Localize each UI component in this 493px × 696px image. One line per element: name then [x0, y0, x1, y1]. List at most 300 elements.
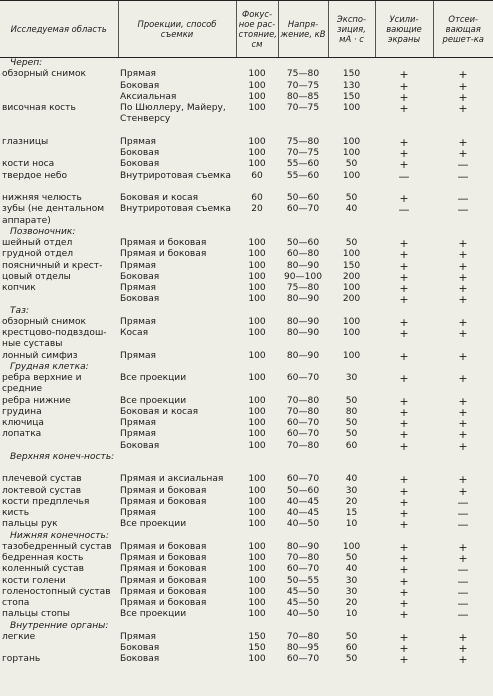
cell-projection: Прямая — [120, 136, 156, 147]
cell-region: легкие — [2, 631, 36, 642]
cell-projection: Прямая — [120, 260, 156, 271]
cell-region: глазницы — [2, 136, 49, 147]
cell-projection: Все проекции — [120, 395, 187, 406]
cell-exposure: 20 — [345, 598, 358, 608]
cell-grid — [433, 339, 493, 350]
cell-focal-distance: 100 — [248, 553, 266, 563]
cell-grid: + — [458, 653, 468, 667]
cell-voltage: 80—85 — [286, 91, 320, 102]
cell-voltage: 50—60 — [286, 485, 320, 496]
cell-voltage: 80—90 — [286, 350, 320, 361]
cell-grid: + — [458, 248, 468, 262]
cell-voltage: 40—45 — [286, 508, 320, 518]
table-row — [0, 373, 493, 396]
table-row — [0, 261, 493, 272]
table-row — [0, 92, 493, 103]
cell-projection: Все проекции — [120, 519, 187, 530]
table-row — [0, 137, 493, 148]
cell-region: стопа — [2, 598, 30, 608]
cell-exposure: 150 — [342, 260, 361, 271]
cell-focal-distance: 150 — [248, 631, 266, 642]
cell-screens: + — [399, 473, 409, 487]
cell-voltage — [278, 339, 328, 350]
cell-screens: + — [399, 417, 409, 430]
cell-exposure: 50 — [345, 429, 358, 440]
cell-region: голеностопный сустав — [2, 586, 111, 597]
table-row — [0, 193, 493, 204]
cell-screens: + — [399, 315, 409, 329]
header-grid: Отсеи-вающая решет-ка — [433, 1, 493, 58]
cell-projection: Прямая и боковая — [120, 564, 207, 575]
cell-screens: + — [399, 653, 409, 667]
cell-region — [0, 81, 118, 92]
cell-grid: + — [458, 147, 468, 160]
cell-grid: — — [457, 158, 469, 172]
cell-projection: Внутриротовая съемка — [120, 170, 231, 181]
section-title: Позвоночник: — [10, 226, 76, 237]
cell-voltage: 60—80 — [286, 249, 320, 260]
header-focal-distance: Фокус-ное рас-стояние, см — [236, 1, 278, 58]
cell-projection: Прямая и боковая — [120, 575, 207, 586]
cell-projection: Прямая и боковая — [120, 485, 207, 496]
cell-voltage: 45—50 — [286, 598, 320, 608]
cell-focal-distance: 100 — [248, 283, 266, 293]
section-row — [0, 227, 493, 238]
cell-region: обзорный снимок — [2, 316, 87, 327]
cell-projection: Прямая и боковая — [120, 553, 207, 563]
cell-screens: + — [399, 79, 409, 93]
cell-region: обзорный снимок — [2, 69, 87, 80]
table-row — [0, 238, 493, 249]
cell-voltage: 50—60 — [286, 193, 320, 203]
cell-screens: + — [399, 102, 409, 115]
cell-screens: + — [399, 484, 409, 498]
cell-screens: + — [399, 135, 409, 149]
table-row — [0, 598, 493, 609]
cell-region: крестцово-подвздош- — [2, 328, 107, 338]
section-title: Нижняя конечность: — [10, 530, 109, 541]
cell-region: твердое небо — [2, 170, 68, 181]
cell-region: плечевой сустав — [2, 474, 82, 485]
section-row — [0, 306, 493, 317]
cell-projection: Боковая — [120, 643, 160, 653]
cell-region: пальцы рук — [2, 519, 58, 530]
cell-region: бедренная кость — [2, 553, 84, 563]
cell-region: кисть — [2, 508, 30, 518]
cell-screens — [375, 339, 433, 350]
cell-region — [0, 441, 118, 452]
cell-screens: + — [399, 608, 409, 622]
cell-voltage: 40—45 — [286, 496, 320, 507]
cell-voltage: 50—60 — [286, 238, 320, 248]
cell-focal-distance: 100 — [248, 519, 266, 530]
cell-screens: + — [399, 630, 409, 644]
cell-focal-distance: 100 — [248, 328, 266, 338]
table-row — [0, 508, 493, 519]
cell-voltage: 80—95 — [286, 643, 320, 653]
cell-grid: + — [458, 270, 468, 284]
cell-region: зубы (не дентальном аппарате) — [2, 204, 105, 226]
cell-focal-distance: 60 — [251, 193, 263, 203]
cell-voltage: 80—90 — [286, 316, 320, 327]
cell-voltage: 70—80 — [286, 553, 320, 563]
cell-exposure: 50 — [345, 418, 358, 428]
cell-voltage: 60—70 — [286, 654, 320, 665]
cell-voltage: 55—60 — [286, 159, 320, 170]
cell-projection: Аксиальная — [120, 91, 177, 102]
cell-grid: — — [457, 597, 469, 610]
header-intensifying-screens: Усили-вающие экраны — [375, 1, 433, 58]
cell-projection: Прямая — [120, 418, 156, 428]
cell-exposure: 10 — [345, 519, 358, 530]
cell-exposure: 40 — [345, 204, 358, 215]
cell-screens: + — [399, 405, 409, 419]
cell-screens: + — [399, 518, 409, 532]
cell-grid: — — [457, 507, 469, 520]
cell-focal-distance: 100 — [248, 496, 266, 507]
cell-projection: Все проекции — [120, 373, 187, 383]
cell-region: шейный отдел — [2, 238, 73, 248]
cell-exposure: 30 — [345, 373, 358, 383]
cell-focal-distance: 100 — [248, 564, 266, 575]
cell-projection: Прямая и боковая — [120, 496, 207, 507]
cell-grid: — — [457, 574, 469, 588]
section-row — [0, 531, 493, 542]
cell-focal-distance: 100 — [248, 418, 266, 428]
cell-projection: Боковая — [120, 294, 160, 305]
cell-grid: — — [457, 169, 469, 183]
cell-grid: + — [458, 79, 468, 93]
cell-screens: + — [399, 428, 409, 442]
cell-projection: Прямая — [120, 283, 156, 293]
cell-focal-distance: 100 — [248, 249, 266, 260]
cell-projection: Косая — [120, 328, 149, 338]
section-title: Таз: — [10, 305, 30, 316]
cell-region: ребра нижние — [2, 395, 71, 406]
cell-screens: + — [399, 282, 409, 295]
cell-exposure: 100 — [342, 541, 361, 552]
section-row — [0, 362, 493, 373]
table-row — [0, 643, 493, 654]
cell-exposure: 100 — [342, 136, 361, 147]
cell-voltage: 70—80 — [286, 395, 320, 406]
table-row — [0, 474, 493, 485]
cell-exposure: 50 — [345, 553, 358, 563]
cell-exposure: 60 — [345, 643, 358, 653]
cell-screens: — — [398, 203, 410, 217]
cell-screens: + — [399, 585, 409, 599]
table-row — [0, 418, 493, 429]
cell-region — [0, 148, 118, 159]
cell-region: локтевой сустав — [2, 485, 82, 496]
cell-region: тазобедренный сустав — [2, 541, 112, 552]
cell-exposure: 15 — [345, 508, 358, 518]
cell-exposure: 130 — [342, 80, 361, 91]
cell-projection: Боковая — [120, 271, 160, 282]
header-exposure: Экспо-зиция, мА · с — [328, 1, 375, 58]
cell-focal-distance: 100 — [248, 294, 266, 305]
cell-focal-distance: 100 — [248, 271, 266, 282]
cell-voltage: 75—80 — [286, 69, 320, 80]
cell-voltage: 50—55 — [286, 575, 320, 586]
cell-focal-distance: 100 — [248, 654, 266, 665]
cell-grid: + — [458, 90, 468, 104]
cell-focal-distance: 100 — [248, 238, 266, 248]
cell-region: ключица — [2, 418, 45, 428]
cell-exposure: 10 — [345, 609, 358, 620]
cell-region: кости предплечья — [2, 496, 90, 507]
cell-grid: — — [457, 203, 469, 217]
table-row — [0, 272, 493, 283]
cell-screens: + — [399, 349, 409, 363]
cell-grid: + — [458, 372, 468, 385]
cell-screens: + — [399, 327, 409, 340]
cell-projection: Боковая — [120, 440, 160, 451]
cell-screens: + — [399, 495, 409, 509]
cell-projection: Прямая и боковая — [120, 586, 207, 597]
cell-screens: + — [399, 68, 409, 82]
table-row — [0, 159, 493, 170]
cell-screens: + — [399, 540, 409, 554]
cell-screens: + — [399, 563, 409, 577]
cell-exposure: 50 — [345, 238, 358, 248]
cell-region — [0, 294, 118, 305]
cell-region: копчик — [2, 283, 36, 293]
cell-exposure: 100 — [342, 249, 361, 260]
cell-grid: + — [458, 405, 468, 419]
cell-voltage: 75—80 — [286, 283, 320, 293]
cell-exposure: 50 — [345, 654, 358, 665]
table-row — [0, 148, 493, 159]
table-row — [0, 81, 493, 92]
cell-projection: Боковая — [120, 159, 160, 170]
cell-voltage: 70—80 — [286, 440, 320, 451]
table-row — [0, 351, 493, 362]
cell-focal-distance: 100 — [248, 148, 266, 158]
cell-projection: Прямая — [120, 316, 156, 327]
cell-focal-distance: 100 — [248, 159, 266, 170]
cell-grid: + — [458, 428, 468, 442]
cell-voltage: 45—50 — [286, 586, 320, 597]
cell-grid: + — [458, 394, 468, 408]
cell-voltage: 40—50 — [286, 519, 320, 530]
cell-exposure: 40 — [345, 564, 358, 575]
section-row — [0, 452, 493, 475]
cell-focal-distance: 100 — [248, 316, 266, 327]
cell-voltage: 80—90 — [286, 294, 320, 305]
section-row — [0, 58, 493, 70]
cell-region: лонный симфиз — [2, 350, 78, 361]
cell-focal-distance: 100 — [248, 91, 266, 102]
cell-focal-distance: 20 — [251, 204, 263, 215]
table-row — [0, 407, 493, 418]
table-body — [0, 58, 493, 666]
cell-screens: + — [399, 237, 409, 250]
cell-exposure: 50 — [345, 631, 358, 642]
cell-voltage: 55—60 — [286, 170, 320, 181]
table-row — [0, 283, 493, 294]
cell-projection: Боковая и косая — [120, 406, 199, 417]
cell-projection: Боковая — [120, 80, 160, 91]
table-row — [0, 654, 493, 665]
cell-projection: Прямая — [120, 69, 156, 80]
cell-grid: + — [458, 102, 468, 115]
table-row — [0, 542, 493, 553]
section-title: Верхняя конеч-ность: — [10, 451, 115, 462]
cell-projection: Прямая — [120, 350, 156, 361]
cell-screens: + — [399, 552, 409, 565]
cell-grid: + — [458, 473, 468, 487]
cell-screens: + — [399, 259, 409, 273]
table-row — [0, 587, 493, 598]
table-row — [0, 69, 493, 80]
cell-grid: + — [458, 68, 468, 82]
cell-voltage: 75—80 — [286, 136, 320, 147]
cell-region: грудной отдел — [2, 249, 74, 260]
cell-voltage: 60—70 — [286, 418, 320, 428]
cell-region: кости голени — [2, 575, 66, 586]
cell-grid: + — [458, 540, 468, 554]
cell-screens: — — [398, 169, 410, 183]
cell-exposure: 200 — [342, 271, 361, 282]
cell-voltage: 60—70 — [286, 564, 320, 575]
cell-focal-distance: 100 — [248, 103, 266, 113]
cell-grid: + — [458, 417, 468, 430]
cell-exposure: 150 — [342, 69, 361, 80]
cell-projection: Прямая и боковая — [120, 598, 207, 608]
cell-region: лопатка — [2, 429, 42, 440]
cell-screens: + — [399, 439, 409, 453]
cell-grid: + — [458, 293, 468, 307]
cell-focal-distance: 100 — [248, 395, 266, 406]
table-row — [0, 576, 493, 587]
cell-exposure: 30 — [345, 586, 358, 597]
table-row — [0, 497, 493, 508]
cell-exposure: 50 — [345, 193, 358, 203]
cell-exposure: 100 — [342, 328, 361, 338]
cell-grid: + — [458, 259, 468, 273]
cell-exposure: 150 — [342, 91, 361, 102]
cell-focal-distance: 100 — [248, 80, 266, 91]
cell-focal-distance: 100 — [248, 474, 266, 485]
cell-projection: Боковая — [120, 654, 160, 665]
table-row — [0, 204, 493, 227]
cell-focal-distance — [236, 339, 278, 350]
cell-exposure: 100 — [342, 170, 361, 181]
cell-grid: + — [458, 327, 468, 340]
cell-projection — [118, 339, 236, 350]
cell-exposure: 100 — [342, 148, 361, 158]
cell-voltage: 40—50 — [286, 609, 320, 620]
section-title: Внутренние органы: — [10, 620, 109, 631]
cell-focal-distance: 60 — [251, 170, 263, 181]
cell-focal-distance: 100 — [248, 575, 266, 586]
cell-exposure: 40 — [345, 474, 358, 485]
table-row — [0, 609, 493, 620]
cell-screens: + — [399, 597, 409, 610]
cell-voltage: 90—100 — [283, 271, 323, 282]
cell-voltage: 60—70 — [286, 474, 320, 485]
cell-screens: + — [399, 90, 409, 104]
cell-exposure: 100 — [342, 350, 361, 361]
header-region: Исследуемая область — [0, 1, 118, 58]
cell-screens: + — [399, 394, 409, 408]
cell-region: коленный сустав — [2, 564, 84, 575]
cell-grid: — — [457, 563, 469, 577]
cell-grid: + — [458, 237, 468, 250]
table-row — [0, 441, 493, 452]
cell-projection: Прямая и боковая — [120, 249, 207, 260]
cell-focal-distance: 150 — [248, 643, 266, 653]
cell-screens: + — [399, 574, 409, 588]
section-row — [0, 621, 493, 632]
cell-exposure: 30 — [345, 485, 358, 496]
table-row — [0, 249, 493, 260]
cell-grid: + — [458, 642, 468, 655]
cell-focal-distance: 100 — [248, 350, 266, 361]
cell-voltage: 80—90 — [286, 328, 320, 338]
cell-focal-distance: 100 — [248, 136, 266, 147]
table-row — [0, 519, 493, 530]
cell-screens: + — [399, 507, 409, 520]
table-row — [0, 486, 493, 497]
cell-screens: + — [399, 248, 409, 262]
cell-screens: + — [399, 293, 409, 307]
table-row — [0, 429, 493, 440]
cell-exposure: 80 — [345, 406, 358, 417]
cell-grid: + — [458, 135, 468, 149]
cell-region: височная кость — [2, 103, 76, 113]
cell-projection: Боковая — [120, 148, 160, 158]
table-row — [0, 294, 493, 305]
header-projection: Проекции, способ съемки — [118, 1, 236, 58]
cell-grid: — — [457, 495, 469, 509]
cell-region: цовый отделы — [2, 271, 71, 282]
cell-projection: Прямая и боковая — [120, 238, 207, 248]
cell-region — [0, 643, 118, 654]
cell-focal-distance: 100 — [248, 598, 266, 608]
cell-exposure: 100 — [342, 316, 361, 327]
cell-voltage: 70—75 — [286, 103, 320, 113]
cell-screens: + — [399, 147, 409, 160]
cell-projection: Боковая и косая — [120, 193, 199, 203]
cell-region: нижняя челюсть — [2, 193, 82, 203]
cell-focal-distance: 100 — [248, 440, 266, 451]
cell-region: гортань — [2, 654, 41, 665]
cell-region: грудина — [2, 406, 42, 417]
cell-screens: + — [399, 158, 409, 172]
cell-exposure: 60 — [345, 440, 358, 451]
cell-screens: + — [399, 270, 409, 284]
cell-focal-distance: 100 — [248, 69, 266, 80]
table-header-row — [0, 1, 493, 58]
cell-screens: + — [399, 372, 409, 385]
table-row — [0, 328, 493, 339]
cell-exposure: 100 — [342, 103, 361, 113]
cell-projection: Прямая — [120, 508, 156, 518]
cell-voltage: 70—80 — [286, 631, 320, 642]
cell-region: пальцы стопы — [2, 609, 70, 620]
cell-projection: Прямая — [120, 429, 156, 440]
cell-grid: + — [458, 484, 468, 498]
cell-projection: Прямая и боковая — [120, 541, 207, 552]
cell-exposure: 50 — [345, 159, 358, 170]
table-row — [0, 553, 493, 564]
cell-voltage: 60—70 — [286, 204, 320, 215]
cell-grid: — — [457, 608, 469, 622]
cell-focal-distance: 100 — [248, 541, 266, 552]
section-title: Череп: — [10, 58, 43, 68]
